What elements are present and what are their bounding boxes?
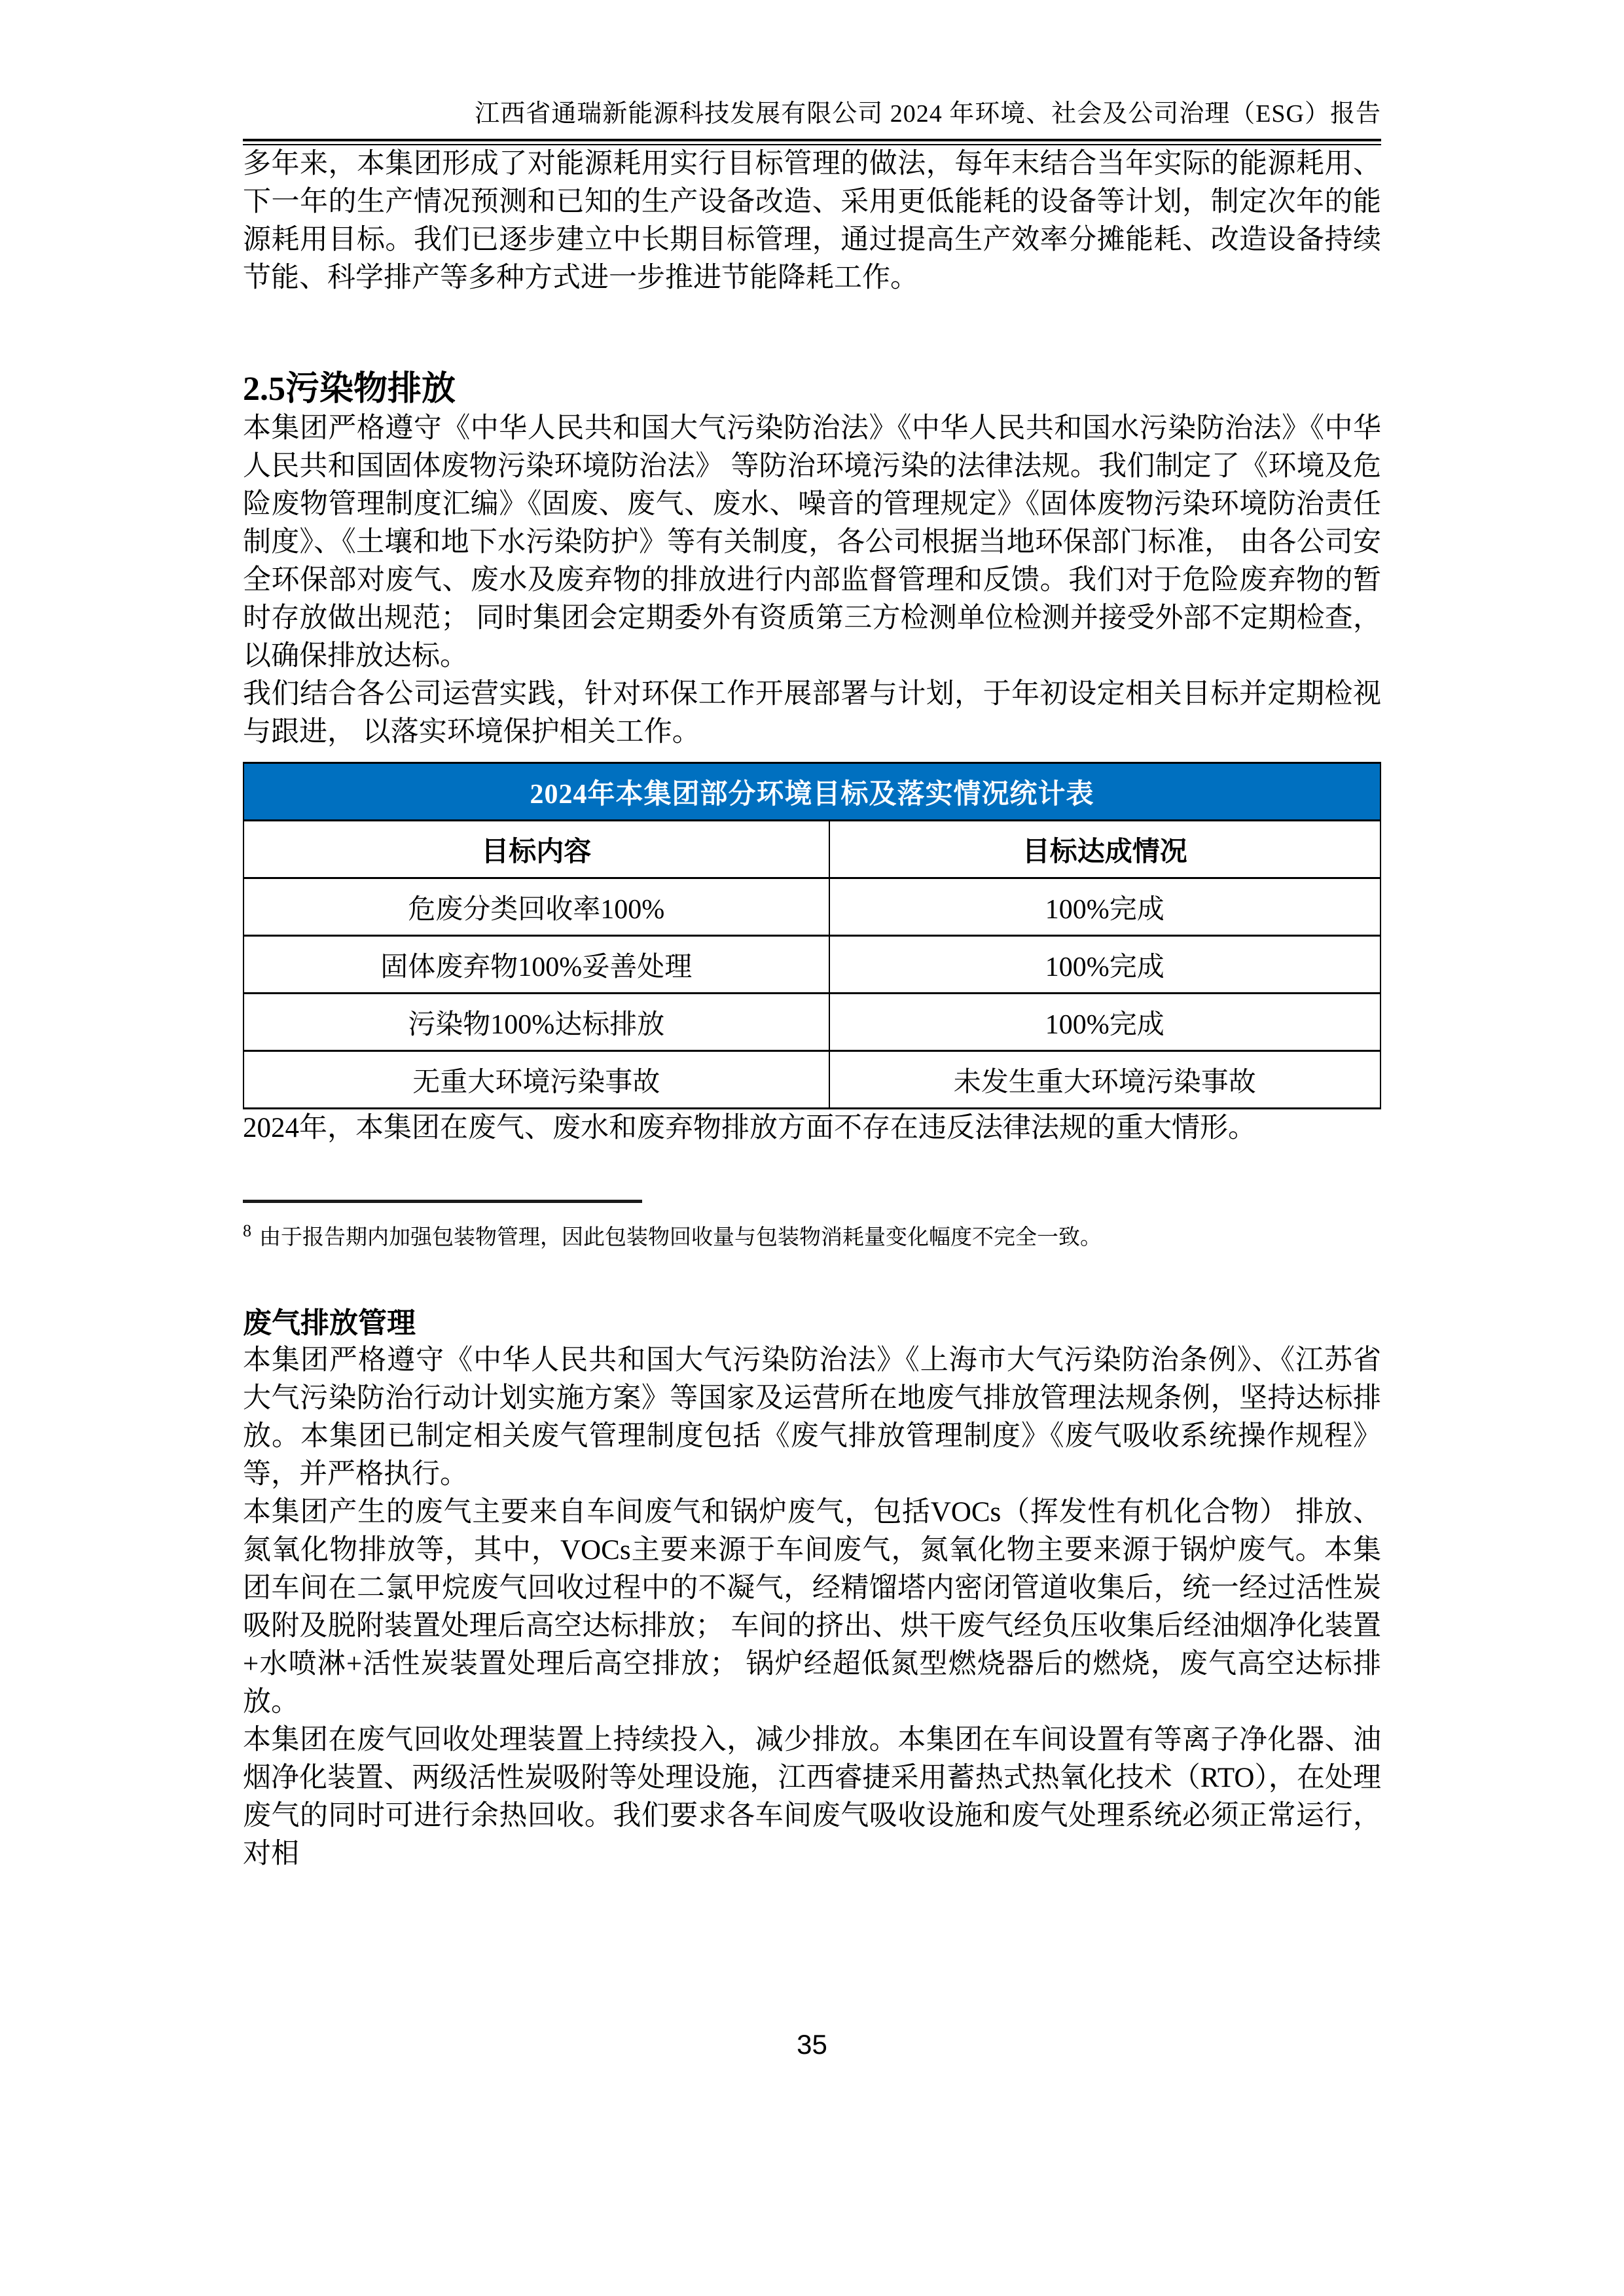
footnote-marker: 8 xyxy=(243,1221,251,1240)
table-cell-status: 100%完成 xyxy=(829,994,1380,1051)
paragraph-env-planning: 我们结合各公司运营实践，针对环保工作开展部署与计划，于年初设定相关目标并定期检视与跟进， 以落实环境保护相关工作。 xyxy=(243,679,1381,747)
table-row xyxy=(244,878,1380,936)
column-header-status: 目标达成情况 xyxy=(829,821,1380,878)
footnote-text: 由于报告期内加强包装物管理，因此包装物回收量与包装物消耗量变化幅度不完全一致。 xyxy=(259,1226,1102,1249)
table-title-row xyxy=(244,763,1380,821)
footnote xyxy=(243,1223,1381,1253)
subsection-heading-waste-gas: 废气排放管理 xyxy=(243,1307,416,1339)
paragraph-pollution-compliance: 本集团严格遵守《中华人民共和国大气污染防治法》《中华人民共和国水污染防治法》《中华人民共和国固体废物污染环境防治法》 等防治环境污染的法律法规。我们制定了《环境及危险废物管理制度汇编》《固废、废气、废水、噪音的管理规定》《固体废物污染环境防治责任制度》、《土壤和地下水污染防护》等有关制度，各公司根据当地环保部门标准， 由各公司安全环保部对废气、废水及废弃物的排放进行内部监督管理和反馈。我们对于危险废弃物的暂时存放做出规范； 同时集团会定期委外有资质第三方检测单位检测并接受外部不定期检查， 以确保排放达标。 xyxy=(243,413,1381,672)
paragraph-waste-gas-treatment: 本集团在废气回收处理装置上持续投入，减少排放。本集团在车间设置有等离子净化器、油烟净化装置、两级活性炭吸附等处理设施，江西睿捷采用蓄热式热氧化技术（RTO），在处理废气的同时可进行余热回收。我们要求各车间废气吸收设施和废气处理系统必须正常运行，对相 xyxy=(243,1725,1381,1869)
table-cell-goal: 污染物100%达标排放 xyxy=(244,994,829,1051)
header-divider xyxy=(243,139,1381,145)
table-row xyxy=(244,994,1380,1051)
table-header-row xyxy=(244,821,1380,878)
env-goals-table xyxy=(243,762,1381,1109)
table-cell-status: 100%完成 xyxy=(829,878,1380,936)
report-header-title: 江西省通瑞新能源科技发展有限公司 2024 年环境、社会及公司治理（ESG）报告 xyxy=(475,100,1381,128)
footnote-separator xyxy=(243,1200,642,1203)
table-cell-goal: 固体废弃物100%妥善处理 xyxy=(244,936,829,994)
paragraph-2024-statement: 2024年，本集团在废气、废水和废弃物排放方面不存在违反法律法规的重大情形。 xyxy=(243,1113,1256,1143)
table-row xyxy=(244,1051,1380,1109)
section-heading-pollutant-emissions: 2.5污染物排放 xyxy=(243,370,456,408)
table-title: 2024年本集团部分环境目标及落实情况统计表 xyxy=(244,763,1380,821)
paragraph-waste-gas-sources: 本集团产生的废气主要来自车间废气和锅炉废气，包括VOCs（挥发性有机化合物） 排放、氮氧化物排放等，其中，VOCs主要来源于车间废气，氮氧化物主要来源于锅炉废气。本集团车间在二氯甲烷废气回收过程中的不凝气，经精馏塔内密闭管道收集后，统一经过活性炭吸附及脱附装置处理后高空达标排放； 车间的挤出、烘干废气经负压收集后经油烟净化装置+水喷淋+活性炭装置处理后高空排放； 锅炉经超低氮型燃烧器后的燃烧，废气高空达标排放。 xyxy=(243,1497,1381,1717)
table-cell-status: 100%完成 xyxy=(829,936,1380,994)
table-cell-status: 未发生重大环境污染事故 xyxy=(829,1051,1380,1109)
table-cell-goal: 无重大环境污染事故 xyxy=(244,1051,829,1109)
page-number: 35 xyxy=(797,2029,827,2060)
table-cell-goal: 危废分类回收率100% xyxy=(244,878,829,936)
paragraph-energy-targets: 多年来，本集团形成了对能源耗用实行目标管理的做法，每年末结合当年实际的能源耗用、下一年的生产情况预测和已知的生产设备改造、采用更低能耗的设备等计划，制定次年的能源耗用目标。我们已逐步建立中长期目标管理，通过提高生产效率分摊能耗、改造设备持续节能、科学排产等多种方式进一步推进节能降耗工作。 xyxy=(243,149,1381,293)
column-header-goal: 目标内容 xyxy=(244,821,829,878)
table-row xyxy=(244,936,1380,994)
paragraph-waste-gas-laws: 本集团严格遵守《中华人民共和国大气污染防治法》《上海市大气污染防治条例》、《江苏省大气污染防治行动计划实施方案》等国家及运营所在地废气排放管理法规条例，坚持达标排放。本集团已制定相关废气管理制度包括《废气排放管理制度》《废气吸收系统操作规程》等，并严格执行。 xyxy=(243,1345,1381,1490)
